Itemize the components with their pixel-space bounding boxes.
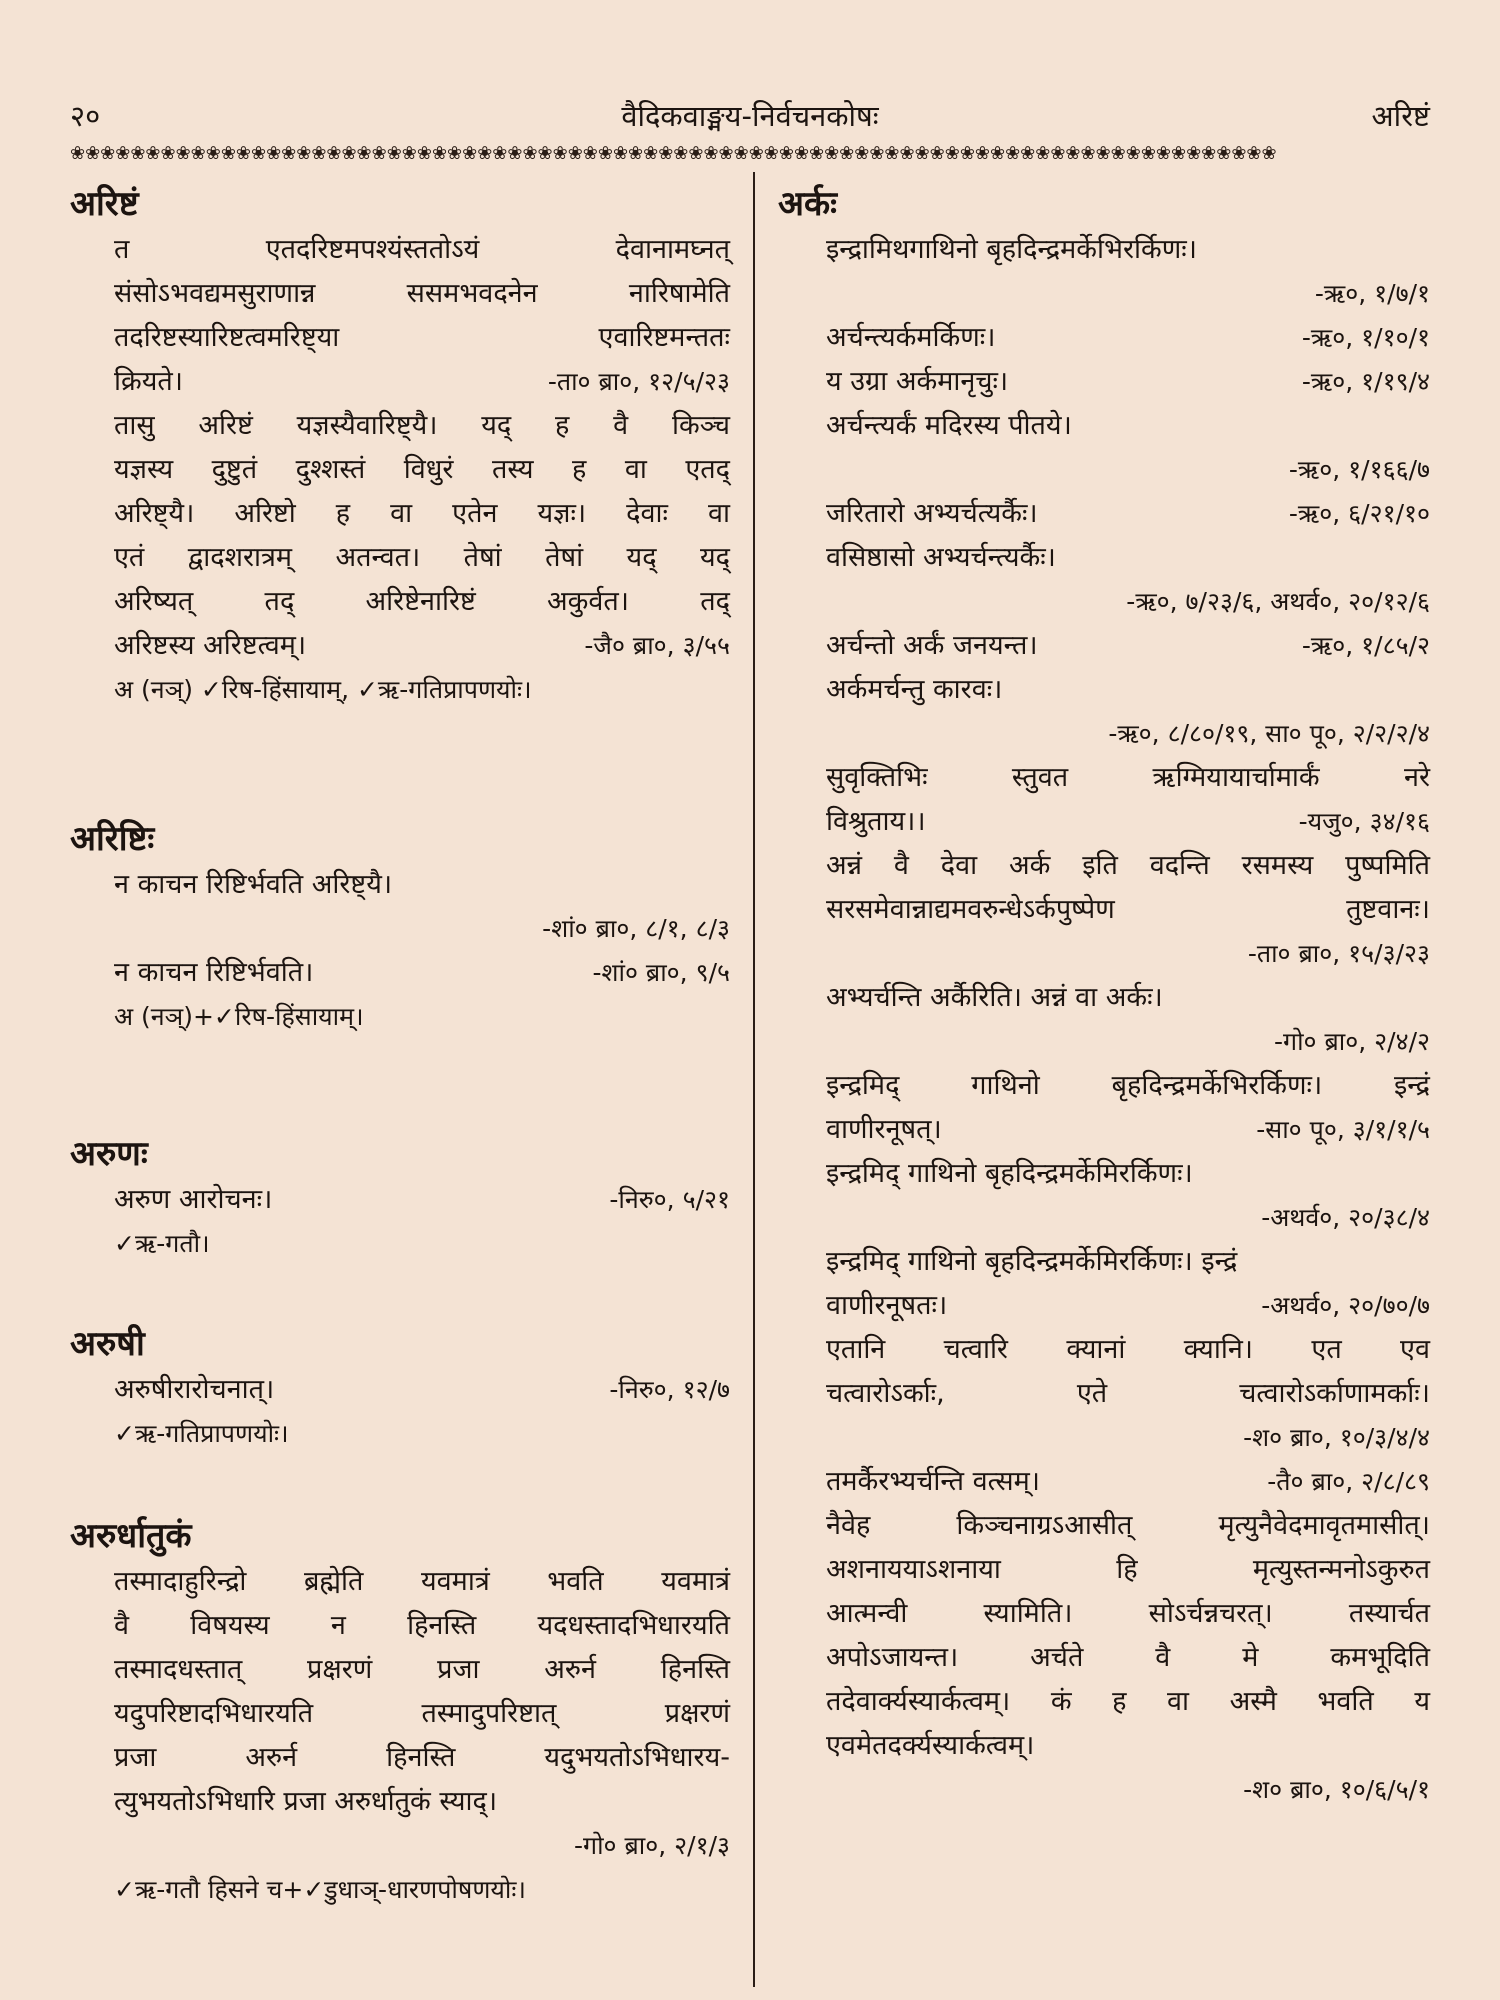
citation-text: अर्चन्त्यर्कं मदिरस्य पीतये। bbox=[826, 410, 1072, 441]
dictionary-entry bbox=[70, 180, 730, 712]
citation-text: तदेवार्क्यस्यार्कत्वम्। कं ह वा अस्मै भवति य bbox=[826, 1686, 1430, 1717]
page-number: २० bbox=[70, 99, 101, 133]
entry-line bbox=[778, 1548, 1430, 1592]
entry-headword: अरुर्धातुकं bbox=[70, 1516, 192, 1556]
entry-headword: अरिष्टिः bbox=[70, 819, 155, 859]
citation-text: सरसमेवान्नाद्यमवरुन्धेऽर्कपुष्पेण तुष्टवानः। bbox=[826, 894, 1430, 925]
entry-line bbox=[70, 1604, 730, 1648]
entry-line bbox=[778, 624, 1430, 668]
entry-line bbox=[778, 272, 1430, 316]
source-reference: -तै० ब्रा०, २/८/८९ bbox=[1267, 1467, 1430, 1496]
citation-text: संसोऽभवद्यमसुराणान्न ससमभवदनेन नारिषामेति bbox=[114, 278, 730, 309]
citation-text: तासु अरिष्टं यज्ञस्यैवारिष्ट्यै। यद् ह वै किञ्च bbox=[114, 410, 730, 441]
etymology-root: अ (नञ्)+✓रिष-हिंसायाम्। bbox=[114, 1002, 364, 1031]
entry-line bbox=[778, 492, 1430, 536]
entry-line bbox=[778, 1152, 1430, 1196]
entry-line bbox=[70, 951, 730, 995]
citation-text: अरुण आरोचनः। bbox=[114, 1184, 273, 1215]
entry-line bbox=[70, 995, 730, 1039]
source-reference: -अथर्व०, २०/३८/४ bbox=[1261, 1203, 1430, 1232]
entry-line bbox=[778, 1416, 1430, 1460]
citation-text: तस्मादधस्तात् प्रक्षरणं प्रजा अरुर्न हिनस्ति bbox=[114, 1654, 730, 1685]
entry-line bbox=[778, 1240, 1430, 1284]
citation-text: वाणीरनूषत्। bbox=[826, 1114, 942, 1145]
entry-line bbox=[778, 1196, 1430, 1240]
source-reference: -शां० ब्रा०, ८/१, ८/३ bbox=[542, 914, 730, 943]
entry-line bbox=[70, 1692, 730, 1736]
entry-line bbox=[70, 1368, 730, 1412]
citation-text: अरिष्टस्य अरिष्टत्वम्। bbox=[114, 630, 307, 661]
entry-line bbox=[778, 1108, 1430, 1152]
citation-text: त्युभयतोऽभिधारि प्रजा अरुर्धातुकं स्याद्। bbox=[114, 1786, 498, 1817]
source-reference: -ता० ब्रा०, १२/५/२३ bbox=[547, 367, 730, 396]
running-headword: अरिष्टं bbox=[1371, 99, 1430, 133]
entry-line bbox=[778, 316, 1430, 360]
dictionary-entry bbox=[778, 180, 1430, 1812]
book-title: वैदिकवाङ्मय-निर्वचनकोषः bbox=[621, 99, 879, 133]
source-reference: -ऋ०, ८/८०/१९, सा० पू०, २/२/२/४ bbox=[1108, 719, 1430, 748]
entry-line bbox=[778, 1768, 1430, 1812]
entry-line bbox=[70, 863, 730, 907]
source-reference: -ऋ०, ६/२१/१० bbox=[1288, 499, 1430, 528]
entry-line bbox=[778, 536, 1430, 580]
citation-text: अर्चन्तो अर्कं जनयन्त। bbox=[826, 630, 1038, 661]
citation-text: अरिष्ट्यै। अरिष्टो ह वा एतेन यज्ञः। देवाः वा bbox=[114, 498, 730, 529]
entry-line bbox=[70, 316, 730, 360]
etymology-root: अ (नञ्) ✓रिष-हिंसायाम्, ✓ऋ-गतिप्रापणयोः। bbox=[114, 675, 532, 704]
citation-text: यदुपरिष्टादभिधारयति तस्मादुपरिष्टात् प्रक्षरणं bbox=[114, 1698, 730, 1729]
entry-line bbox=[778, 1020, 1430, 1064]
citation-text: न काचन रिष्टिर्भवति अरिष्ट्यै। bbox=[114, 869, 393, 900]
entry-line bbox=[778, 844, 1430, 888]
entry-line bbox=[70, 580, 730, 624]
entry-line bbox=[70, 492, 730, 536]
entry-line bbox=[778, 976, 1430, 1020]
citation-text: एतं द्वादशरात्रम् अतन्वत। तेषां तेषां यद् यद् bbox=[114, 542, 730, 573]
column-divider bbox=[753, 172, 755, 1987]
citation-text: क्रियते। bbox=[114, 366, 184, 397]
source-reference: -ऋ०, १/७/१ bbox=[1314, 279, 1430, 308]
entry-line bbox=[778, 800, 1430, 844]
entry-line bbox=[778, 1064, 1430, 1108]
entry-headword: अरिष्टं bbox=[70, 184, 139, 224]
entry-line bbox=[70, 272, 730, 316]
source-reference: -ऋ०, ७/२३/६, अथर्व०, २०/१२/६ bbox=[1126, 587, 1430, 616]
dictionary-entry bbox=[70, 1320, 730, 1456]
etymology-root: ✓ऋ-गतिप्रापणयोः। bbox=[114, 1419, 289, 1448]
citation-text: य उग्रा अर्कमानृचुः। bbox=[826, 366, 1009, 397]
entry-headword: अरुषी bbox=[70, 1324, 145, 1364]
citation-text: तस्मादाहुरिन्द्रो ब्रह्मेति यवमात्रं भवति यवमात्रं bbox=[114, 1566, 730, 1597]
citation-text: वै विषयस्य न हिनस्ति यदधस्तादभिधारयति bbox=[114, 1610, 730, 1641]
source-reference: -अथर्व०, २०/७०/७ bbox=[1261, 1291, 1430, 1320]
citation-text: तमर्कैरभ्यर्चन्ति वत्सम्। bbox=[826, 1466, 1040, 1497]
entry-line bbox=[70, 907, 730, 951]
etymology-root: ✓ऋ-गतौ। bbox=[114, 1229, 210, 1258]
entry-line bbox=[70, 1736, 730, 1780]
source-reference: -सा० पू०, ३/१/१/५ bbox=[1256, 1115, 1430, 1144]
etymology-root: ✓ऋ-गतौ हिसने च+✓डुधाञ्-धारणपोषणयोः। bbox=[114, 1875, 526, 1904]
citation-text: अपोऽजायन्त। अर्चते वै मे कमभूदिति bbox=[826, 1642, 1430, 1673]
citation-text: वाणीरनूषतः। bbox=[826, 1290, 948, 1321]
page-header bbox=[70, 96, 1430, 140]
citation-text: यज्ञस्य दुष्टुतं दुश्शस्तं विधुरं तस्य ह वा एतद् bbox=[114, 454, 730, 485]
entry-line bbox=[70, 404, 730, 448]
entry-line bbox=[778, 1328, 1430, 1372]
citation-text: अभ्यर्चन्ति अर्कैरिति। अन्नं वा अर्कः। bbox=[826, 982, 1163, 1013]
entry-line bbox=[778, 1460, 1430, 1504]
entry-line bbox=[778, 1724, 1430, 1768]
source-reference: -ता० ब्रा०, १५/३/२३ bbox=[1247, 939, 1430, 968]
citation-text: अरुषीरारोचनात्। bbox=[114, 1374, 275, 1405]
entry-line bbox=[70, 1868, 730, 1912]
citation-text: इन्द्रमिद् गाथिनो बृहदिन्द्रमर्केमिरर्किणः। इन्द्रं bbox=[826, 1246, 1238, 1277]
entry-line bbox=[70, 1780, 730, 1824]
entry-line bbox=[778, 1284, 1430, 1328]
entry-line bbox=[778, 932, 1430, 976]
source-reference: -ऋ०, १/१०/१ bbox=[1301, 323, 1430, 352]
entry-line bbox=[778, 1372, 1430, 1416]
source-reference: -ऋ०, १/१६६/७ bbox=[1288, 455, 1430, 484]
entry-line bbox=[70, 1178, 730, 1222]
entry-line bbox=[778, 712, 1430, 756]
source-reference: -ऋ०, १/१९/४ bbox=[1301, 367, 1430, 396]
source-reference: -निरु०, १२/७ bbox=[609, 1375, 730, 1404]
source-reference: -श० ब्रा०, १०/३/४/४ bbox=[1243, 1423, 1430, 1452]
citation-text: अशनाययाऽशनाया हि मृत्युस्तन्मनोऽकुरुत bbox=[826, 1554, 1430, 1585]
entry-line bbox=[778, 1680, 1430, 1724]
source-reference: -शां० ब्रा०, ९/५ bbox=[592, 958, 730, 987]
source-reference: -गो० ब्रा०, २/४/२ bbox=[1273, 1027, 1430, 1056]
citation-text: वसिष्ठासो अभ्यर्चन्त्यर्कैः। bbox=[826, 542, 1056, 573]
entry-line bbox=[70, 448, 730, 492]
ornamental-border: ❀❀❀❀❀❀❀❀❀❀❀❀❀❀❀❀❀❀❀❀❀❀❀❀❀❀❀❀❀❀❀❀❀❀❀❀❀❀❀❀❀❀❀❀❀❀❀❀❀❀❀❀❀❀❀❀❀❀❀❀❀❀❀❀❀❀❀❀❀❀❀❀❀❀❀❀❀❀❀❀ bbox=[70, 143, 1277, 164]
citation-text: सुवृक्तिभिः स्तुवत ऋग्मियायार्चामार्कं नरे bbox=[826, 762, 1430, 793]
entry-line bbox=[70, 360, 730, 404]
entry-line bbox=[778, 888, 1430, 932]
citation-text: विश्रुताय।। bbox=[826, 806, 926, 837]
entry-headword: अर्कः bbox=[778, 184, 837, 224]
citation-text: इन्द्रमिद् गाथिनो बृहदिन्द्रमर्केमिरर्किणः। bbox=[826, 1158, 1193, 1189]
entry-line bbox=[778, 448, 1430, 492]
citation-text: अन्नं वै देवा अर्क इति वदन्ति रसमस्य पुष्पमिति bbox=[826, 850, 1430, 881]
source-reference: -निरु०, ५/२१ bbox=[609, 1185, 730, 1214]
citation-text: इन्द्रामिथगाथिनो बृहदिन्द्रमर्केभिरर्किणः। bbox=[826, 234, 1197, 265]
source-reference: -श० ब्रा०, १०/६/५/१ bbox=[1243, 1775, 1430, 1804]
dictionary-entry bbox=[70, 815, 730, 1039]
entry-line bbox=[70, 1412, 730, 1456]
citation-text: आत्मन्वी स्यामिति। सोऽर्चन्नचरत्। तस्यार्चत bbox=[826, 1598, 1430, 1629]
citation-text: इन्द्रमिद् गाथिनो बृहदिन्द्रमर्केभिरर्किणः। इन्द्रं bbox=[826, 1070, 1430, 1101]
entry-line bbox=[778, 580, 1430, 624]
entry-line bbox=[70, 668, 730, 712]
entry-line bbox=[70, 1560, 730, 1604]
source-reference: -ऋ०, १/८५/२ bbox=[1301, 631, 1430, 660]
citation-text: प्रजा अरुर्न हिनस्ति यदुभयतोऽभिधारय- bbox=[114, 1742, 730, 1773]
entry-line bbox=[70, 624, 730, 668]
citation-text: एतानि चत्वारि क्यानां क्यानि। एत एव bbox=[826, 1334, 1430, 1365]
citation-text: चत्वारोऽर्काः, एते चत्वारोऽर्काणामर्काः। bbox=[826, 1378, 1430, 1409]
dictionary-entry bbox=[70, 1130, 730, 1266]
entry-line bbox=[778, 1504, 1430, 1548]
citation-text: अर्चन्त्यर्कमर्किणः। bbox=[826, 322, 996, 353]
citation-text: अर्कमर्चन्तु कारवः। bbox=[826, 674, 1003, 705]
citation-text: त एतदरिष्टमपश्यंस्ततोऽयं देवानामघ्नत् bbox=[114, 234, 730, 265]
citation-text: तदरिष्टस्यारिष्टत्वमरिष्ट्या एवारिष्टमन्ततः bbox=[114, 322, 730, 353]
entry-line bbox=[778, 1636, 1430, 1680]
citation-text: जरितारो अभ्यर्चत्यर्कैः। bbox=[826, 498, 1038, 529]
source-reference: -गो० ब्रा०, २/१/३ bbox=[573, 1831, 730, 1860]
entry-line bbox=[778, 1592, 1430, 1636]
entry-headword: अरुणः bbox=[70, 1134, 148, 1174]
entry-line bbox=[70, 1824, 730, 1868]
entry-line bbox=[778, 668, 1430, 712]
dictionary-entry bbox=[70, 1512, 730, 1912]
citation-text: न काचन रिष्टिर्भवति। bbox=[114, 957, 314, 988]
entry-line bbox=[70, 228, 730, 272]
entry-line bbox=[70, 536, 730, 580]
entry-line bbox=[778, 404, 1430, 448]
citation-text: अरिष्यत् तद् अरिष्टेनारिष्टं अकुर्वत। तद् bbox=[114, 586, 730, 617]
entry-line bbox=[70, 1222, 730, 1266]
entry-line bbox=[778, 360, 1430, 404]
source-reference: -यजु०, ३४/१६ bbox=[1298, 807, 1430, 836]
entry-line bbox=[778, 756, 1430, 800]
citation-text: एवमेतदर्क्यस्यार्कत्वम्। bbox=[826, 1730, 1035, 1761]
citation-text: नैवेह किञ्चनाग्रऽआसीत् मृत्युनैवेदमावृतमासीत्। bbox=[826, 1510, 1430, 1541]
entry-line bbox=[778, 228, 1430, 272]
entry-line bbox=[70, 1648, 730, 1692]
source-reference: -जै० ब्रा०, ३/५५ bbox=[584, 631, 730, 660]
